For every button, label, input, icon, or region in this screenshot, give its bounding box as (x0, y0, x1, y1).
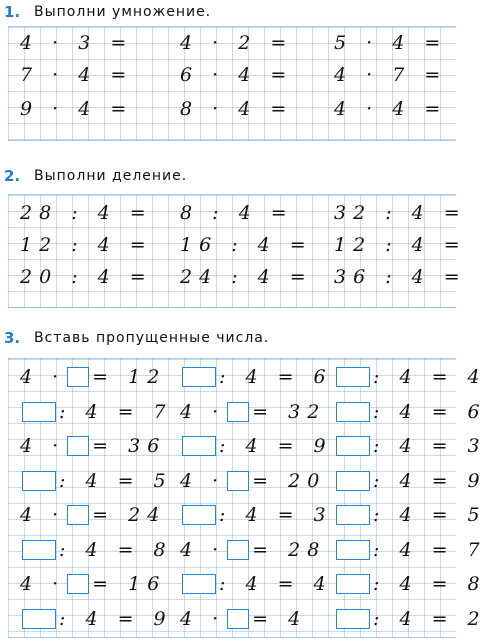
answer-box[interactable] (227, 402, 249, 422)
exercise-row (8, 396, 487, 428)
expression-suffix: = 20 (252, 469, 327, 492)
task-3-title: Вставь пропущенные числа. (34, 330, 270, 346)
task-1-title: Выполни умножение. (34, 4, 212, 20)
missing-number-expression (334, 430, 487, 462)
expression-suffix: : 4 = 5 (59, 469, 173, 492)
expression: 28 : 4 = (20, 202, 153, 224)
expression: 9 · 4 = (20, 98, 134, 120)
exercise-row (8, 197, 467, 229)
expression-prefix: 4 · (20, 504, 66, 526)
expression: 36 : 4 = (334, 266, 467, 288)
expression: 4 · 3 = (20, 32, 134, 54)
expression: 12 : 4 = (334, 234, 467, 256)
exercise-row (8, 261, 467, 293)
missing-number-expression (20, 499, 166, 531)
missing-number-expression (180, 361, 333, 393)
expression-suffix: = 16 (92, 573, 167, 595)
expression: 7 · 4 = (20, 64, 134, 86)
expression-suffix: = 36 (92, 435, 167, 457)
answer-box[interactable] (336, 436, 370, 456)
answer-box[interactable] (22, 402, 56, 422)
answer-box[interactable] (227, 540, 249, 560)
missing-number-expression (20, 568, 166, 600)
task-1-number: 1. (4, 3, 21, 21)
task-2-number: 2. (4, 167, 21, 185)
expression: 12 : 4 = (20, 234, 153, 256)
answer-box[interactable] (67, 367, 89, 387)
missing-number-expression (334, 361, 487, 393)
missing-number-expression (334, 603, 487, 635)
expression: 4 · 4 = (334, 98, 448, 120)
exercise-row (8, 430, 487, 462)
missing-number-expression (334, 534, 487, 566)
expression-suffix: : 4 = 9 (219, 435, 333, 457)
answer-box[interactable] (182, 367, 216, 387)
expression-prefix: 4 · (20, 435, 66, 457)
answer-box[interactable] (336, 505, 370, 525)
expression-suffix: : 4 = 4 (219, 573, 333, 595)
expression-prefix: 4 · (180, 538, 226, 561)
missing-number-expression (180, 465, 326, 497)
task-3-header (0, 326, 269, 350)
expression-suffix: : 4 = 3 (373, 435, 487, 457)
missing-number-expression (20, 465, 173, 497)
expression-suffix: : 4 = 6 (219, 366, 333, 388)
answer-box[interactable] (336, 471, 370, 491)
expression-suffix: : 4 = 9 (373, 469, 487, 492)
exercise-row (8, 361, 487, 393)
missing-number-expression (180, 568, 333, 600)
expression: 8 : 4 = (180, 202, 294, 224)
expression-prefix: 4 · (180, 469, 226, 492)
answer-box[interactable] (336, 574, 370, 594)
expression-suffix: : 4 = 7 (59, 400, 173, 423)
expression-suffix: : 4 = 5 (373, 504, 487, 526)
expression: 4 · 7 = (334, 64, 448, 86)
exercise-row (8, 59, 456, 91)
expression-prefix: 4 · (180, 607, 226, 630)
expression-suffix: : 4 = 2 (373, 607, 487, 630)
answer-box[interactable] (22, 471, 56, 491)
expression-suffix: : 4 = 3 (219, 504, 333, 526)
exercise-row (8, 465, 487, 497)
missing-number-expression (334, 396, 487, 428)
answer-box[interactable] (182, 436, 216, 456)
missing-number-expression (20, 361, 166, 393)
expression-suffix: = 4 (252, 607, 308, 630)
missing-number-expression (334, 465, 487, 497)
answer-box[interactable] (182, 505, 216, 525)
answer-box[interactable] (67, 436, 89, 456)
missing-number-expression (20, 534, 173, 566)
expression: 16 : 4 = (180, 234, 313, 256)
answer-box[interactable] (336, 402, 370, 422)
task-3-grid (8, 358, 487, 638)
expression: 6 · 4 = (180, 64, 294, 86)
missing-number-expression (180, 534, 326, 566)
expression: 5 · 4 = (334, 32, 448, 54)
expression: 20 : 4 = (20, 266, 153, 288)
expression: 32 : 4 = (334, 202, 467, 224)
answer-box[interactable] (336, 367, 370, 387)
expression: 8 · 4 = (180, 98, 294, 120)
answer-box[interactable] (227, 471, 249, 491)
exercise-row (8, 27, 456, 59)
task-3-number: 3. (4, 329, 21, 347)
task-2-header (0, 164, 187, 188)
exercise-row (8, 499, 487, 531)
task-2-grid (8, 194, 467, 308)
exercise-row (8, 603, 487, 635)
exercise-row (8, 534, 487, 566)
expression-suffix: : 4 = 8 (373, 573, 487, 595)
task-1-header (0, 0, 211, 24)
exercise-row (8, 93, 456, 125)
expression-prefix: 4 · (180, 400, 226, 423)
answer-box[interactable] (336, 609, 370, 629)
task-2-title: Выполни деление. (34, 168, 188, 184)
expression-suffix: : 4 = 6 (373, 400, 487, 423)
task-1-grid (8, 26, 456, 141)
expression: 4 · 2 = (180, 32, 294, 54)
expression-prefix: 4 · (20, 366, 66, 388)
missing-number-expression (180, 396, 326, 428)
expression-suffix: = 28 (252, 538, 327, 561)
missing-number-expression (334, 499, 487, 531)
missing-number-expression (334, 568, 487, 600)
missing-number-expression (180, 430, 333, 462)
expression-suffix: : 4 = 8 (59, 538, 173, 561)
missing-number-expression (180, 499, 333, 531)
expression-suffix: : 4 = 4 (373, 366, 487, 388)
expression: 24 : 4 = (180, 266, 313, 288)
expression-suffix: = 32 (252, 400, 327, 423)
answer-box[interactable] (182, 574, 216, 594)
exercise-row (8, 229, 467, 261)
exercise-row (8, 568, 487, 600)
answer-box[interactable] (336, 540, 370, 560)
missing-number-expression (20, 396, 173, 428)
missing-number-expression (180, 603, 307, 635)
answer-box[interactable] (67, 505, 89, 525)
expression-prefix: 4 · (20, 573, 66, 595)
expression-suffix: : 4 = 7 (373, 538, 487, 561)
answer-box[interactable] (227, 609, 249, 629)
expression-suffix: = 24 (92, 504, 167, 526)
answer-box[interactable] (22, 540, 56, 560)
missing-number-expression (20, 430, 166, 462)
expression-suffix: = 12 (92, 366, 167, 388)
missing-number-expression (20, 603, 173, 635)
answer-box[interactable] (67, 574, 89, 594)
expression-suffix: : 4 = 9 (59, 607, 173, 630)
answer-box[interactable] (22, 609, 56, 629)
